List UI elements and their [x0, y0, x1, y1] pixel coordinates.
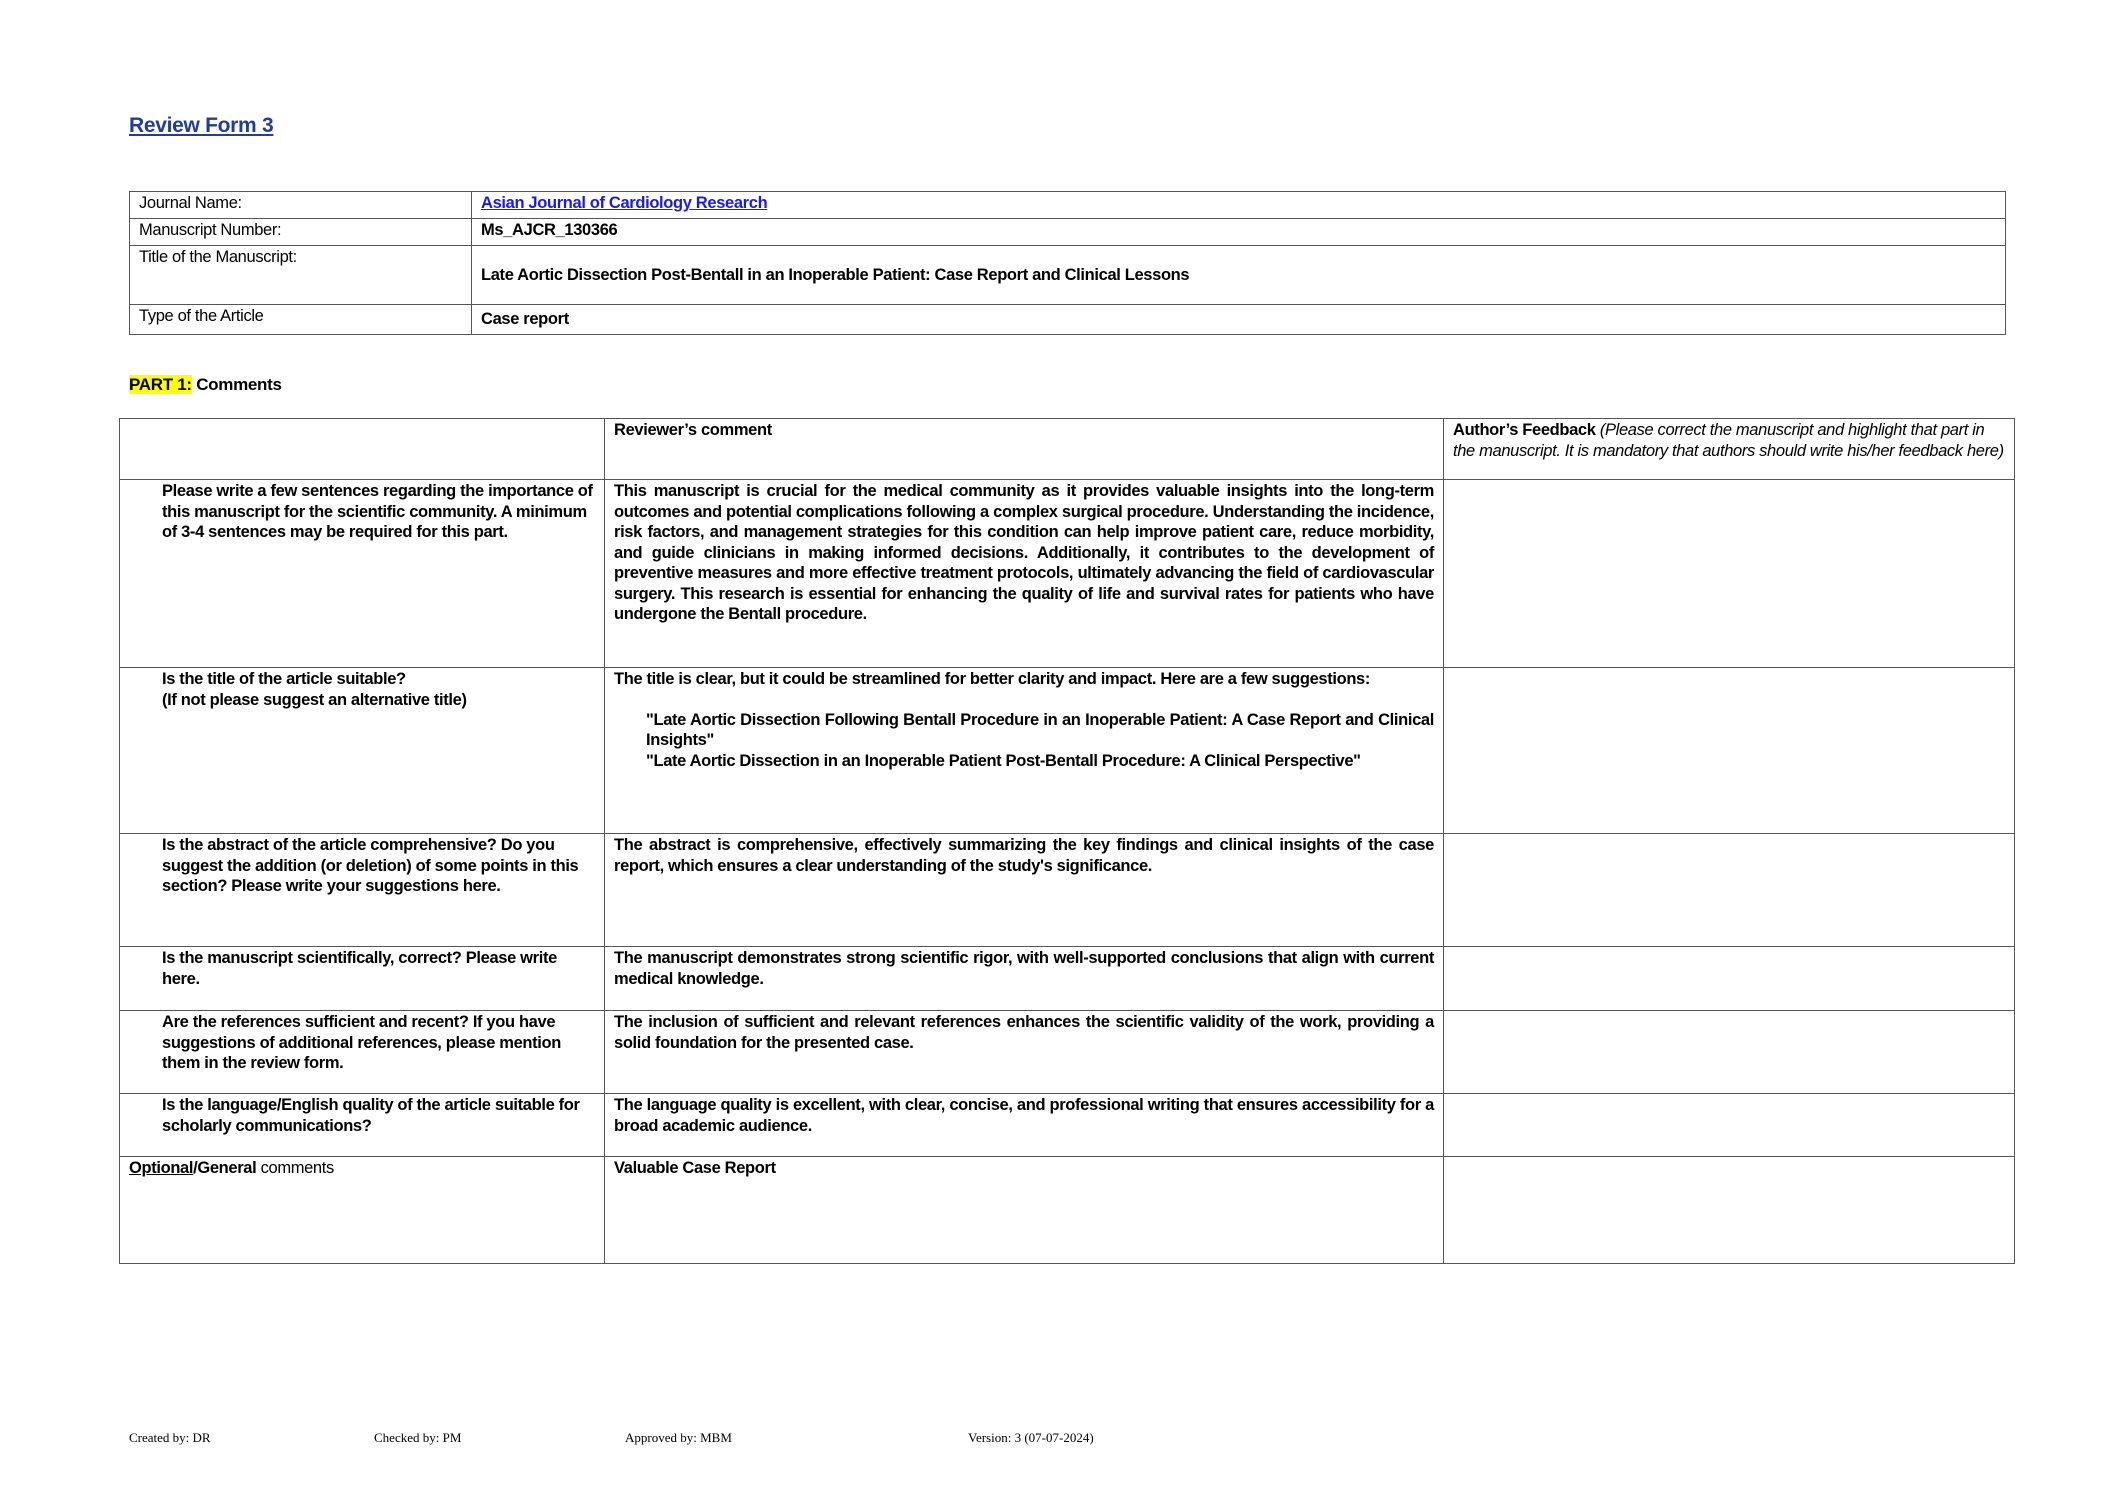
- author-feedback-cell[interactable]: [1444, 1011, 2015, 1094]
- manuscript-number-value: Ms_AJCR_130366: [472, 219, 2006, 246]
- table-row: [120, 947, 2015, 1011]
- reviewer-comment-header: Reviewer’s comment: [605, 419, 1444, 480]
- question: Are the references sufficient and recent? If you have suggestions of additional references, please mention them in the review form.: [120, 1011, 605, 1094]
- footer-checked: Checked by: PM: [374, 1430, 462, 1445]
- question: Is the abstract of the article comprehensive? Do you suggest the addition (or deletion) of some points in this section? Please write your suggestions here.: [120, 834, 605, 947]
- manuscript-info-table: [129, 191, 2006, 335]
- journal-link[interactable]: Asian Journal of Cardiology Research: [481, 194, 768, 212]
- footer-created: Created by: DR: [129, 1430, 211, 1445]
- form-title: Review Form 3: [129, 114, 274, 137]
- title-suggestion: "Late Aortic Dissection in an Inoperable Patient Post-Bentall Procedure: A Clinical Perspective": [646, 751, 1361, 770]
- article-type-label: Type of the Article: [130, 305, 472, 335]
- author-feedback-cell[interactable]: [1444, 480, 2015, 668]
- manuscript-title-value: Late Aortic Dissection Post-Bentall in an Inoperable Patient: Case Report and Clinical Lessons: [472, 246, 2006, 305]
- table-row: [120, 668, 2015, 834]
- part-label: PART 1:: [129, 375, 192, 394]
- author-feedback-cell[interactable]: [1444, 947, 2015, 1011]
- title-suggestion: "Late Aortic Dissection Following Bentall Procedure in an Inoperable Patient: A Case Report and Clinical Insights": [646, 710, 1434, 749]
- reviewer-comment: The manuscript demonstrates strong scientific rigor, with well-supported conclusions that align with current medical knowledge.: [605, 947, 1444, 1011]
- table-row: [120, 834, 2015, 947]
- comment-intro: The title is clear, but it could be streamlined for better clarity and impact. Here are a few suggestions:: [614, 670, 1371, 688]
- journal-label: Journal Name:: [130, 192, 472, 219]
- question-line: Is the title of the article suitable?: [162, 670, 406, 688]
- footer-approved: Approved by: MBM: [625, 1430, 732, 1445]
- author-feedback-cell[interactable]: [1444, 1094, 2015, 1157]
- question: Is the language/English quality of the article suitable for scholarly communications?: [120, 1094, 605, 1157]
- table-row: [120, 1094, 2015, 1157]
- comments-word: comments: [256, 1159, 334, 1177]
- optional-word: Optional: [129, 1159, 194, 1177]
- question: [120, 668, 605, 834]
- author-feedback-cell[interactable]: [1444, 834, 2015, 947]
- reviewer-comment: The inclusion of sufficient and relevant references enhances the scientific validity of the work, providing a solid foundation for the presented case.: [605, 1011, 1444, 1094]
- table-row: [120, 1011, 2015, 1094]
- table-row: [120, 480, 2015, 668]
- article-type-value: Case report: [472, 305, 2006, 335]
- reviewer-comment: The abstract is comprehensive, effectively summarizing the key findings and clinical insights of the case report, which ensures a clear understanding of the study's significance.: [605, 834, 1444, 947]
- question: Please write a few sentences regarding the importance of this manuscript for the scientific community. A minimum of 3-4 sentences may be required for this part.: [120, 480, 605, 668]
- table-row: [120, 1157, 2015, 1264]
- author-feedback-cell[interactable]: [1444, 668, 2015, 834]
- author-feedback-instruction: (Please correct the manuscript and highlight that part in the manuscript. It is mandatory that authors should write his/her feedback here): [1453, 421, 2004, 460]
- reviewer-comment: This manuscript is crucial for the medical community as it provides valuable insights into the long-term outcomes and potential complications following a complex surgical procedure. Understanding the incidence, risk factors, and management strategies for this condition can help improve patient care, reduce morbidity, and guide clinicians in making informed decisions. Additionally, it contributes to the development of preventive measures and more effective treatment protocols, ultimately advancing the field of cardiovascular surgery. This research is essential for enhancing the quality of life and survival rates for patients who have undergone the Bentall procedure.: [605, 480, 1444, 668]
- general-word: /General: [193, 1159, 257, 1177]
- comments-table: [119, 418, 2015, 1264]
- header-empty: [120, 419, 605, 480]
- manuscript-title-label: Title of the Manuscript:: [130, 246, 472, 305]
- part-title: Comments: [191, 375, 282, 394]
- reviewer-comment: [605, 668, 1444, 834]
- footer-version: Version: 3 (07-07-2024): [968, 1430, 1094, 1445]
- question: Is the manuscript scientifically, correct? Please write here.: [120, 947, 605, 1011]
- author-feedback-header: [1444, 419, 2015, 480]
- reviewer-comment: The language quality is excellent, with clear, concise, and professional writing that ensures accessibility for a broad academic audience.: [605, 1094, 1444, 1157]
- author-feedback-title: Author’s Feedback: [1453, 421, 1596, 439]
- manuscript-number-label: Manuscript Number:: [130, 219, 472, 246]
- part-heading: [129, 375, 282, 395]
- question-line: (If not please suggest an alternative title): [162, 690, 467, 709]
- optional-comment: Valuable Case Report: [605, 1157, 1444, 1264]
- optional-comments-label: [120, 1157, 605, 1264]
- author-feedback-cell[interactable]: [1444, 1157, 2015, 1264]
